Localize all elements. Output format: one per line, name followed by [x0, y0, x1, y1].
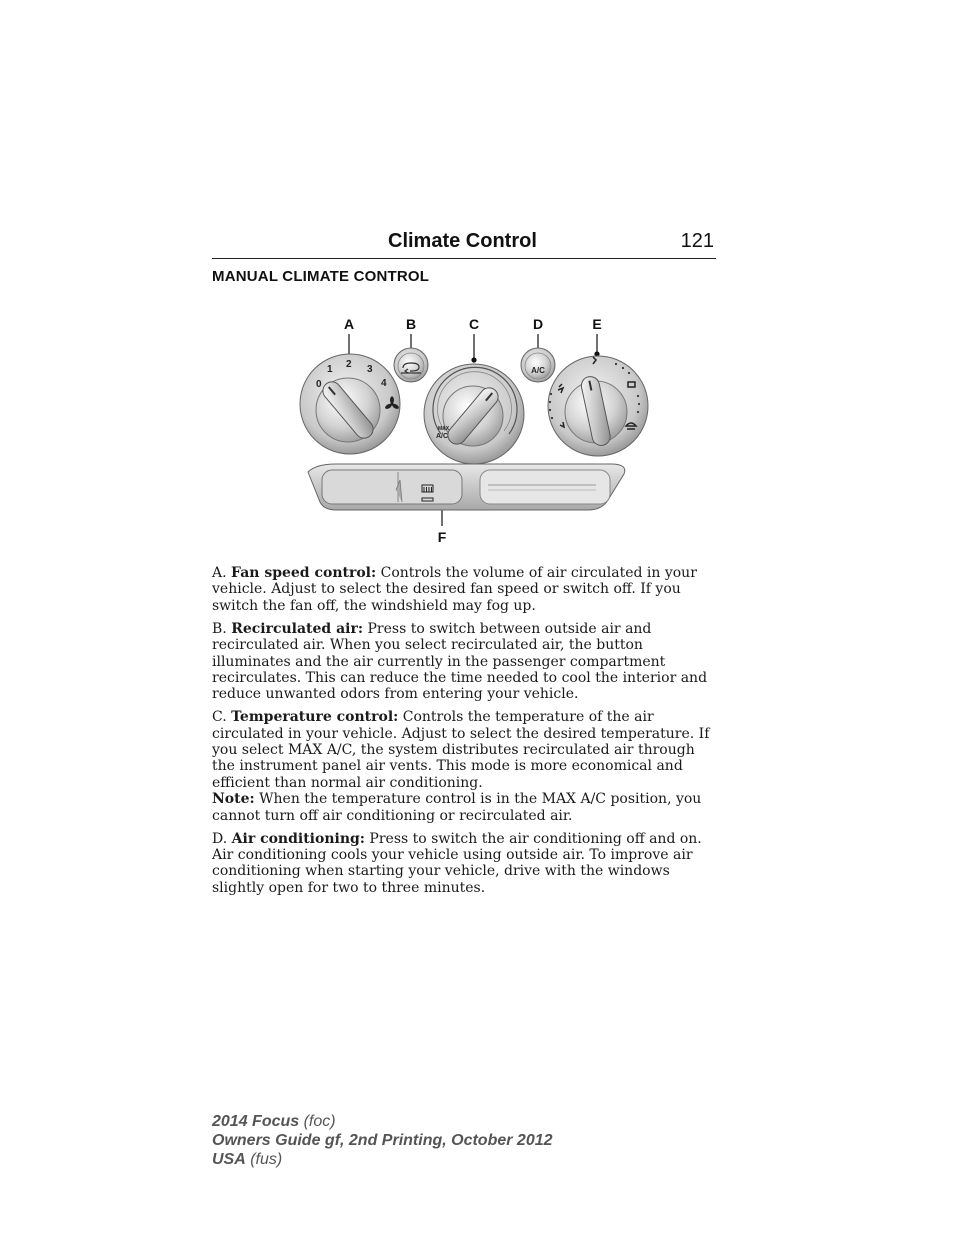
page-footer	[212, 1112, 553, 1169]
callout-d: D	[532, 316, 544, 332]
footer-market-code: (fus)	[245, 1151, 283, 1168]
paragraph-d-prefix: D.	[212, 830, 232, 847]
page-header	[212, 228, 716, 259]
recirculated-air-button[interactable]	[394, 348, 428, 382]
lower-control-panel	[308, 464, 625, 510]
callout-f: F	[437, 529, 447, 545]
footer-model: 2014 Focus	[212, 1113, 300, 1130]
climate-control-illustration	[296, 312, 656, 548]
paragraph-c-text: Controls the temperature of the air circulated in your vehicle. Adjust to select the desired temperature. If you select MAX A/C, the system distributes recirculated air through the instrument panel air vents. This mode is more economical and efficient than normal air conditioning.	[212, 709, 710, 791]
fan-scale-4: 4	[381, 378, 387, 389]
paragraph-c-prefix: C.	[212, 709, 232, 726]
fan-scale-2: 2	[346, 359, 352, 370]
paragraph-b-text: Press to switch between outside air and recirculated air. When you select recirculated air, the button illuminates and the air currently in the passenger compartment recirculates. This can reduce the time needed to cool the interior and reduce unwanted odors from entering your vehicle.	[212, 620, 708, 703]
temperature-knob[interactable]	[424, 364, 524, 464]
fan-scale-3: 3	[367, 364, 373, 375]
callout-a: A	[343, 316, 355, 332]
note-term: Note:	[212, 791, 255, 808]
fan-speed-knob[interactable]	[300, 354, 400, 454]
climate-control-figure	[296, 312, 656, 548]
paragraph-temperature	[212, 709, 718, 791]
callout-e: E	[592, 316, 602, 332]
max-ac-label: A/C	[436, 433, 449, 440]
max-label: MAX	[438, 426, 450, 432]
footer-line-3	[212, 1150, 553, 1169]
footer-line-1	[212, 1112, 553, 1131]
paragraph-b-term: Recirculated air:	[231, 620, 364, 637]
paragraph-a-prefix: A.	[212, 565, 232, 581]
paragraph-recirculated-air	[212, 621, 718, 703]
footer-line-2	[212, 1131, 553, 1150]
paragraph-air-conditioning	[212, 831, 718, 897]
body-text	[212, 565, 718, 903]
ac-button-label: A/C	[531, 366, 545, 375]
paragraph-c-term: Temperature control:	[231, 709, 399, 726]
section-heading: MANUAL CLIMATE CONTROL	[212, 268, 430, 285]
paragraph-fan-speed	[212, 565, 718, 614]
footer-model-code: (foc)	[299, 1113, 336, 1130]
callout-c: C	[468, 316, 480, 332]
fan-scale-0: 0	[316, 379, 322, 390]
paragraph-b-prefix: B.	[212, 620, 232, 637]
fan-scale-1: 1	[327, 364, 333, 375]
paragraph-d-term: Air conditioning:	[231, 830, 365, 847]
page-number: 121	[680, 230, 714, 252]
note-text: When the temperature control is in the MAX A/C position, you cannot turn off air conditioning or recirculated air.	[212, 791, 702, 824]
paragraph-d-text: Press to switch the air conditioning off and on. Air conditioning cools your vehicle using outside air. To improve air conditioning when starting your vehicle, drive with the windows slightly open for two to three minutes.	[212, 830, 702, 896]
paragraph-note	[212, 791, 718, 824]
paragraph-a-term: Fan speed control:	[231, 565, 377, 581]
callout-b: B	[405, 316, 417, 332]
air-distribution-knob[interactable]	[548, 356, 648, 456]
chapter-title: Climate Control	[388, 230, 537, 252]
paragraph-a-text: Controls the volume of air circulated in your vehicle. Adjust to select the desired fan speed or switch off. If you switch the fan off, the windshield may fog up.	[212, 565, 697, 614]
air-conditioning-button[interactable]	[521, 348, 555, 382]
footer-guide-edition: Owners Guide gf, 2nd Printing, October 2012	[212, 1132, 553, 1149]
footer-market: USA	[212, 1151, 246, 1168]
